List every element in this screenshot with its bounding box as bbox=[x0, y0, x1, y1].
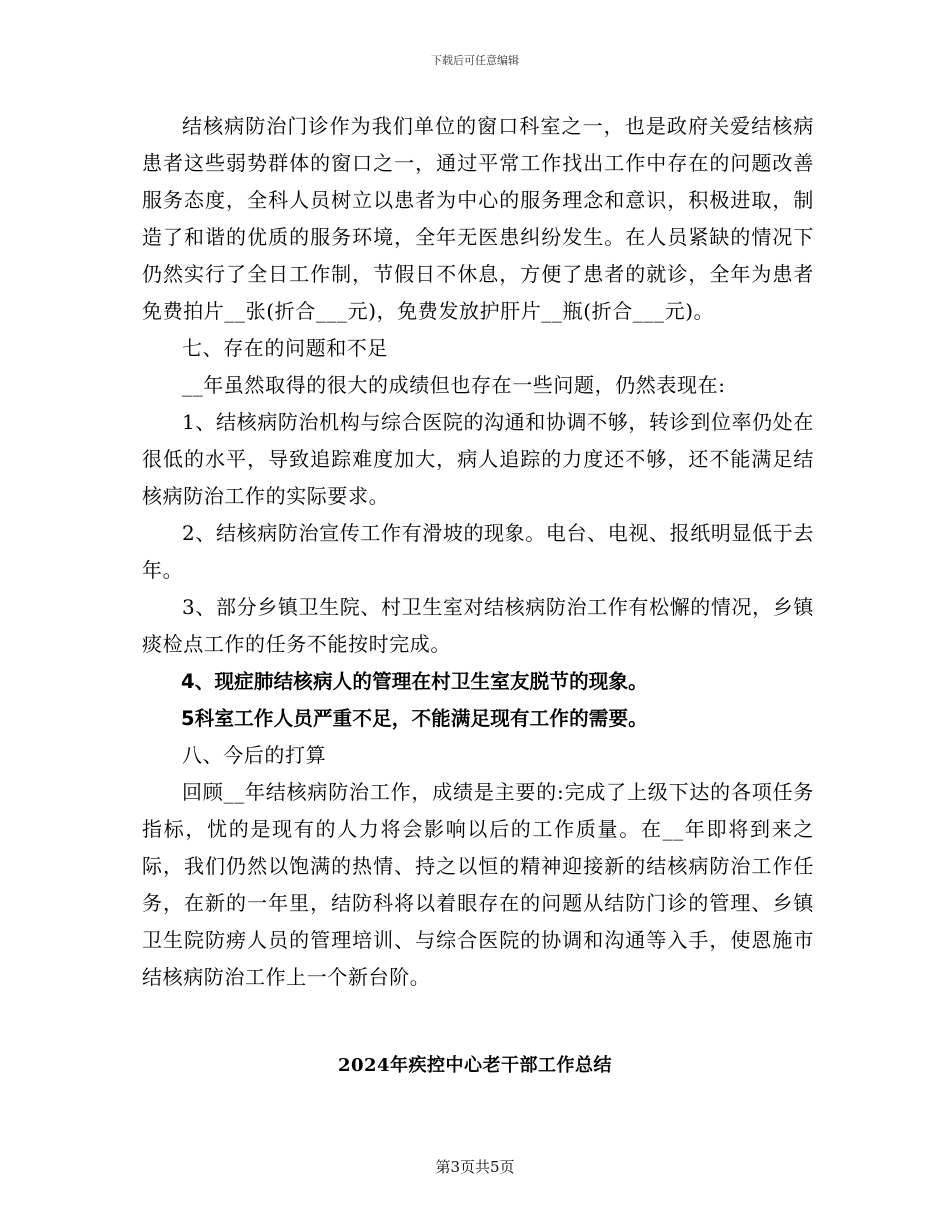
paragraph-clinic-service: 结核病防治门诊作为我们单位的窗口科室之一，也是政府关爱结核病患者这些弱势群体的窗口之一，通过平常工作找出工作中存在的问题改善服务态度，全科人员树立以患者为中心的服务理念和意识，积极进取，制造了和谐的优质的服务环境，全年无医患纠纷发生。在人员紧缺的情况下仍然实行了全日工作制，节假日不休息，方便了患者的就诊，全年为患者免费拍片__张(折合___元)，免费发放护肝片__瓶(折合___元)。 bbox=[142, 114, 814, 323]
heading-problems: 七、存在的问题和不足 bbox=[182, 336, 388, 360]
page-footer: 第3页共5页 bbox=[435, 1158, 515, 1176]
paragraph-future-plans: 回顾__年结核病防治工作，成绩是主要的:完成了上级下达的各项任务指标，忧的是现有的人力将会影响以后的工作质量。在__年即将到来之际，我们仍然以饱满的热情、持之以恒的精神迎接新的结核病防治工作任务，在新的一年里，结防科将以着眼存在的问题从结防门诊的管理、乡镇卫生院防痨人员的管理培训、与综合医院的协调和沟通等入手，使恩施市结核病防治工作上一个新台阶。 bbox=[142, 780, 814, 989]
document-body bbox=[142, 108, 814, 996]
paragraph-problem-4: 4、现症肺结核病人的管理在村卫生室友脱节的现象。 bbox=[181, 670, 648, 693]
paragraph-problem-5: 5科室工作人员严重不足，不能满足现有工作的需要。 bbox=[181, 707, 648, 730]
heading-future-plans: 八、今后的打算 bbox=[182, 743, 327, 767]
section-title: 2024年疾控中心老干部工作总结 bbox=[337, 1055, 613, 1076]
paragraph-problem-2: 2、结核病防治宣传工作有滑坡的现象。电台、电视、报纸明显低于去年。 bbox=[142, 521, 814, 582]
paragraph-problem-1: 1、结核病防治机构与综合医院的沟通和协调不够，转诊到位率仍处在很低的水平，导致追踪难度加大，病人追踪的力度还不够，还不能满足结核病防治工作的实际要求。 bbox=[142, 410, 814, 508]
paragraph-problems-intro: __年虽然取得的很大的成绩但也存在一些问题，仍然表现在: bbox=[182, 373, 726, 397]
page-header: 下载后可任意编辑 bbox=[431, 54, 519, 67]
paragraph-problem-3: 3、部分乡镇卫生院、村卫生室对结核病防治工作有松懈的情况，乡镇痰检点工作的任务不能按时完成。 bbox=[142, 595, 814, 656]
